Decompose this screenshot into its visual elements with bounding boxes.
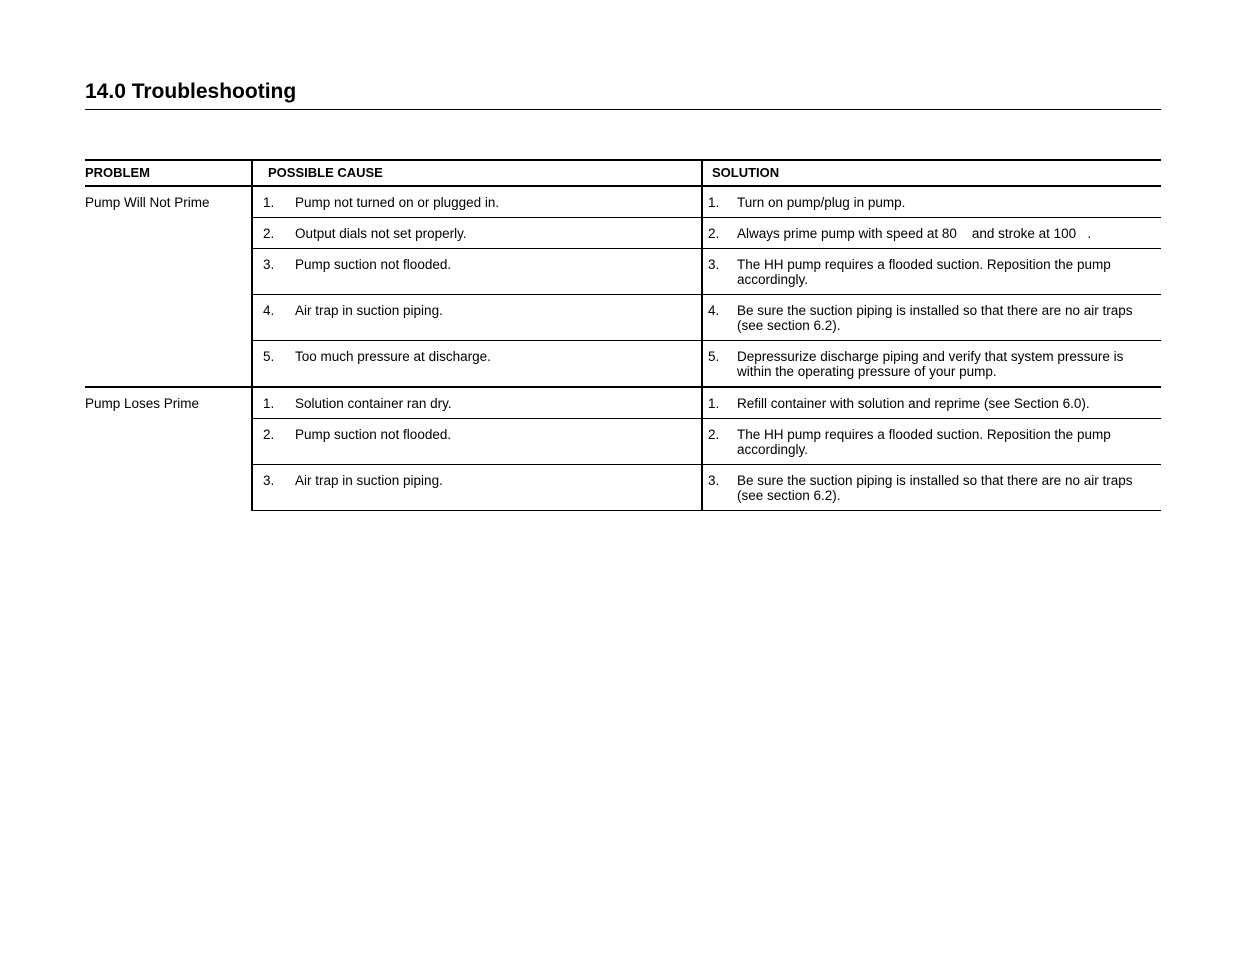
solution-cell [702, 295, 1161, 341]
cause-cell [252, 186, 702, 218]
solution-cell [702, 419, 1161, 465]
solution-number: 5. [708, 349, 720, 364]
cause-cell [252, 341, 702, 388]
solution-number: 1. [708, 195, 720, 210]
cause-cell [252, 295, 702, 341]
solution-text: Always prime pump with speed at 80 and stroke at 100 . [737, 226, 1092, 241]
header-solution: SOLUTION [702, 160, 1161, 186]
cause-text: Air trap in suction piping. [295, 303, 443, 318]
table-row [85, 387, 1161, 419]
cause-cell [252, 218, 702, 249]
cause-text: Solution container ran dry. [295, 396, 452, 411]
solution-number: 3. [708, 473, 720, 488]
solution-text: Be sure the suction piping is installed so that there are no air traps (see section 6.2). [737, 303, 1133, 333]
solution-cell [702, 465, 1161, 511]
cause-cell [252, 465, 702, 511]
header-problem: PROBLEM [85, 160, 252, 186]
solution-text: The HH pump requires a flooded suction. Reposition the pump accordingly. [737, 257, 1111, 287]
cause-text: Pump suction not flooded. [295, 257, 452, 272]
table-header-row [85, 160, 1161, 186]
solution-cell [702, 341, 1161, 388]
cause-number: 3. [263, 257, 275, 272]
solution-cell [702, 186, 1161, 218]
page-title: 14.0 Troubleshooting [85, 80, 297, 103]
cause-text: Air trap in suction piping. [295, 473, 443, 488]
cause-number: 5. [263, 349, 275, 364]
solution-text: The HH pump requires a flooded suction. Reposition the pump accordingly. [737, 427, 1111, 457]
cause-text: Too much pressure at discharge. [295, 349, 491, 364]
solution-cell [702, 249, 1161, 295]
problem-cell: Pump Will Not Prime [85, 186, 252, 387]
solution-number: 1. [708, 396, 720, 411]
cause-number: 1. [263, 396, 275, 411]
cause-number: 2. [263, 427, 275, 442]
cause-text: Pump suction not flooded. [295, 427, 452, 442]
cause-number: 1. [263, 195, 275, 210]
solution-number: 2. [708, 427, 720, 442]
cause-number: 2. [263, 226, 275, 241]
title-divider [85, 109, 1161, 110]
table-row [85, 186, 1161, 218]
solution-text: Refill container with solution and reprime (see Section 6.0). [737, 396, 1090, 411]
cause-text: Pump not turned on or plugged in. [295, 195, 500, 210]
solution-cell [702, 218, 1161, 249]
problem-cell: Pump Loses Prime [85, 396, 200, 411]
cause-number: 4. [263, 303, 275, 318]
solution-number: 4. [708, 303, 720, 318]
cause-text: Output dials not set properly. [295, 226, 467, 241]
header-possible-cause: POSSIBLE CAUSE [252, 160, 702, 186]
cause-number: 3. [263, 473, 275, 488]
solution-number: 3. [708, 257, 720, 272]
cause-cell [252, 419, 702, 465]
solution-number: 2. [708, 226, 720, 241]
cause-cell [252, 387, 702, 419]
solution-cell [702, 387, 1161, 419]
solution-text: Turn on pump/plug in pump. [737, 195, 906, 210]
troubleshooting-table [85, 159, 1161, 511]
solution-text: Be sure the suction piping is installed so that there are no air traps (see section 6.2). [737, 473, 1133, 503]
cause-cell [252, 249, 702, 295]
solution-text: Depressurize discharge piping and verify that system pressure is within the operating pressure of your pump. [737, 349, 1124, 379]
